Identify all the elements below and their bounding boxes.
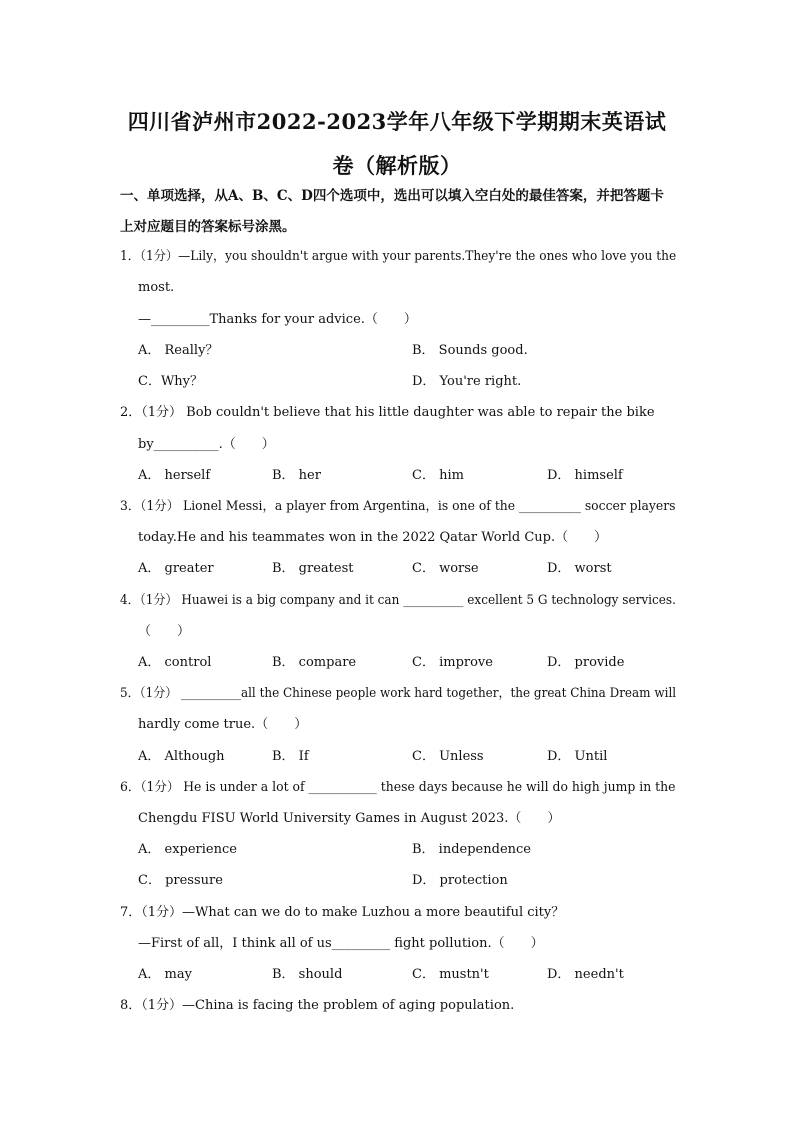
question-6-line: Chengdu FISU World University Games in August 2023.（ ） [138,811,561,826]
question-3-option-C[interactable]: C． worse [412,561,479,576]
page-title: 四川省泸州市2022-2023学年八年级下学期期末英语试卷（解析版） [127,109,667,178]
question-6-option-B[interactable]: B． independence [412,842,531,857]
question-1-line: —_________Thanks for your advice.（ ） [138,312,417,327]
question-6-option-C[interactable]: C． pressure [138,873,223,888]
question-1-line: 1．（1分）—Lily，you shouldn't argue with your parents.They're the ones who love you the [120,249,677,264]
question-2-option-B[interactable]: B． her [272,468,321,483]
question-7-option-A[interactable]: A． may [138,967,192,982]
question-5-line: 5．（1分） __________all the Chinese people work hard together，the great China Dream will [120,686,677,701]
question-2-option-C[interactable]: C． him [412,468,464,483]
question-1-option-C[interactable]: C．Why？ [138,374,204,389]
question-2-line: by__________.（ ） [138,437,275,452]
question-1-option-B[interactable]: B． Sounds good. [412,343,528,358]
question-4-line: （ ） [138,624,191,639]
section-heading: 一、单项选择，从A、B、C、D四个选项中，选出可以填入空白处的最佳答案，并把答题卡上对应题目的答案标号涂黑。 [120,188,664,235]
question-7-line: 7．（1分）—What can we do to make Luzhou a more beautiful city？ [120,905,565,920]
question-4-option-A[interactable]: A． control [138,655,212,670]
question-7-option-B[interactable]: B． should [272,967,343,982]
question-6-option-D[interactable]: D． protection [412,873,508,888]
question-3-option-B[interactable]: B． greatest [272,561,354,576]
question-2-option-D[interactable]: D． himself [547,468,623,483]
question-4-line: 4．（1分） Huawei is a big company and it can __________ excellent 5 G technology services. [120,593,676,608]
question-7-line: —First of all，I think all of us_________ fight pollution.（ ） [138,936,544,951]
question-5-option-C[interactable]: C． Unless [412,749,484,764]
question-8-line: 8．（1分）—China is facing the problem of aging population. [120,998,515,1013]
question-5-option-A[interactable]: A． Although [138,749,225,764]
question-2-option-A[interactable]: A． herself [138,468,211,483]
question-7-option-D[interactable]: D． needn't [547,967,624,982]
question-1-option-D[interactable]: D． You're right. [412,374,522,389]
question-3-line: 3．（1分） Lionel Messi，a player from Argentina，is one of the __________ soccer players [120,499,676,514]
question-2-line: 2．（1分） Bob couldn't believe that his little daughter was able to repair the bike [120,405,655,420]
question-6-line: 6．（1分） He is under a lot of ___________ these days because he will do high jump in the [120,780,676,795]
question-7-option-C[interactable]: C． mustn't [412,967,489,982]
question-5-option-D[interactable]: D． Until [547,749,608,764]
question-6-option-A[interactable]: A． experience [138,842,237,857]
question-4-option-D[interactable]: D． provide [547,655,625,670]
question-3-option-A[interactable]: A． greater [138,561,214,576]
question-1-line: most. [138,280,175,295]
question-3-option-D[interactable]: D． worst [547,561,612,576]
question-3-line: today.He and his teammates won in the 2022 Qatar World Cup.（ ） [138,530,608,545]
question-1-option-A[interactable]: A． Really？ [138,343,219,358]
question-4-option-B[interactable]: B． compare [272,655,357,670]
question-5-option-B[interactable]: B． If [272,749,309,764]
question-5-line: hardly come true.（ ） [138,717,308,732]
question-4-option-C[interactable]: C． improve [412,655,493,670]
